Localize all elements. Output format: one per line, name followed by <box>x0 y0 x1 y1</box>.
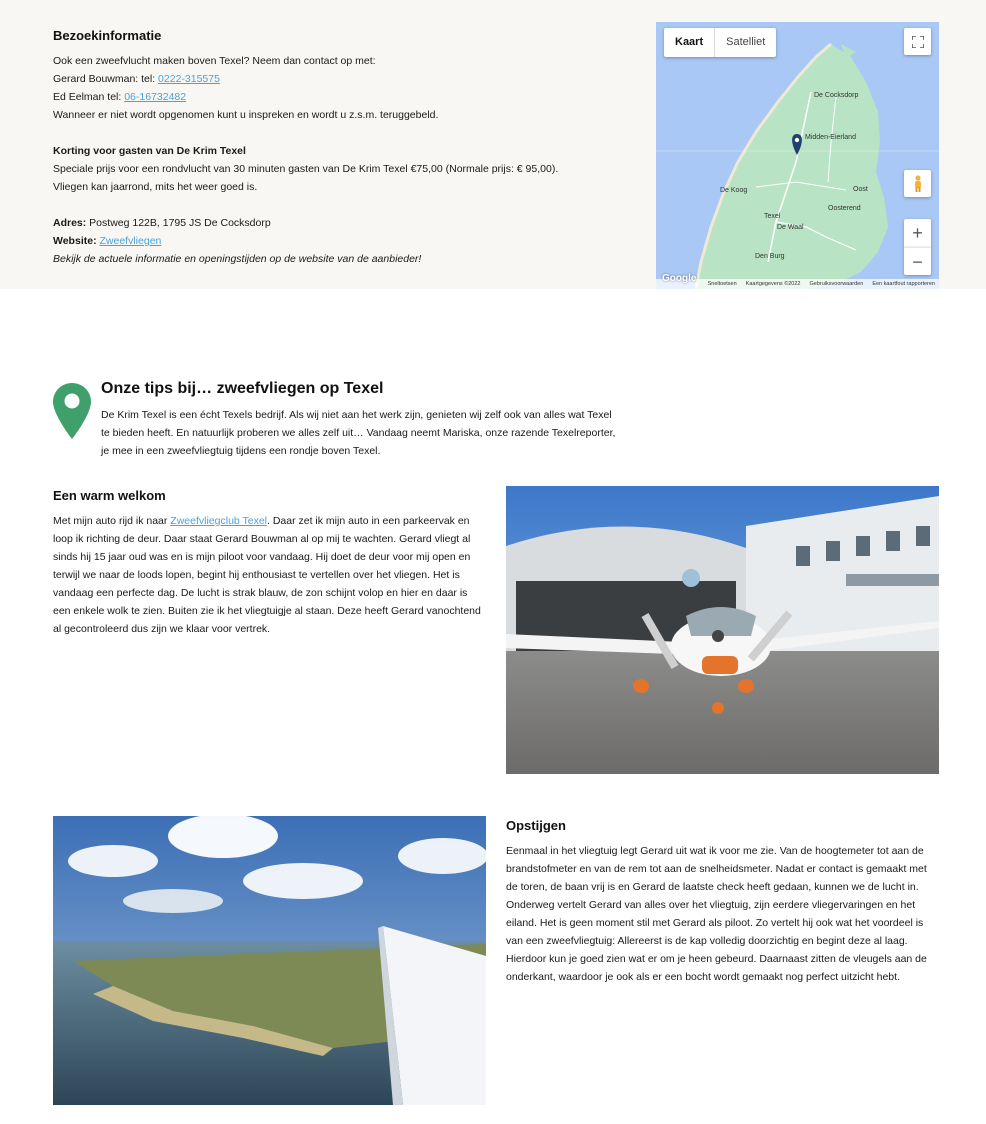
location-pin-icon <box>53 383 91 439</box>
map-place-label: De Waal <box>777 224 804 231</box>
tips-header <box>101 378 621 460</box>
zoom-in-button[interactable] <box>904 219 931 247</box>
map-place-label: Den Burg <box>755 253 785 260</box>
map-place-label: Oost <box>853 186 868 193</box>
minus-icon: − <box>912 251 923 272</box>
website-link[interactable]: Zweefvliegen <box>99 235 162 247</box>
contact-gerard-label: Gerard Bouwman: tel: <box>53 73 159 85</box>
glider-club-link[interactable]: Zweefvliegclub Texel <box>170 515 267 527</box>
pegman-icon <box>912 175 924 193</box>
map-footer-terms[interactable]: Gebruiksvoorwaarden <box>809 281 864 287</box>
callback-note: Wanneer er niet wordt opgenomen kunt u inspreken en wordt u z.s.m. teruggebeld. <box>53 109 439 121</box>
phone-link-ed[interactable]: 06-16732482 <box>124 91 187 103</box>
fullscreen-icon <box>912 36 924 48</box>
fullscreen-button[interactable] <box>904 28 931 55</box>
visit-info-title: Bezoekinformatie <box>53 28 162 43</box>
map-widget[interactable] <box>656 22 939 289</box>
plus-icon: + <box>912 223 923 243</box>
map-type-control <box>664 28 776 57</box>
takeoff-para-1: Eenmaal in het vliegtuig legt Gerard uit wat ik voor me zie. Van de hoogtemeter tot aan de brandstofmeter en van de rem tot aan de snelheidsmeter. Nadat er contact is gemaakt met de toren, de baan vrij is en Gerard de laatste check heeft gedaan, kunnen we de lucht in. <box>506 845 927 893</box>
glider-photo <box>506 486 939 774</box>
map-footer <box>656 279 939 289</box>
website-label: Website: <box>53 235 97 247</box>
website-line <box>53 232 633 250</box>
map-place-label: Midden-Eierland <box>805 134 856 141</box>
takeoff-para-2: Onderweg vertelt Gerard van alles over het vliegtuig, zijn eerdere vliegervaringen en het eiland. Het is geen moment stil met Gerard als piloot. Zo vertelt hij ook wat het voordeel is van een zweefvliegtuig: Allereerst is de kap volledig doorzichtig en begint deze al laag. Hierdoor kun je goed zien wat er om je heen gebeurd. Daarnaast zitten de vleugels aan de onderkant, waardoor je ook als er een bocht wordt gemaakt nog perfect uitzicht hebt. <box>506 899 927 983</box>
takeoff-title: Opstijgen <box>506 818 566 833</box>
aerial-photo <box>53 816 486 1105</box>
welcome-text: Met mijn auto rijd ik naar Zweefvliegclub Texel. Daar zet ik mijn auto in een parkeervak en loop ik richting de deur. Daar staat Gerard Bouwman al op mij te wachten. Gerard vliegt al sinds hij 15 jaar oud was en is mijn piloot voor vandaag. Hij doet de deur voor mij open en terwijl we naar de loods lopen, begint hij enthousiast te vertellen over het vliegen. Het is vandaag een perfecte dag. De lucht is strak blauw, de zon schijnt volop en hier en daar is een enkele wolk te zien. Buiten zie ik het vliegtuigje al staan. Deze heeft Gerard vanochtend al gecontroleerd dus zijn we klaar voor vertrek. <box>53 515 481 635</box>
welcome-section <box>53 486 483 638</box>
map-canvas[interactable] <box>656 22 939 289</box>
map-place-label: De Cocksdorp <box>814 92 859 99</box>
takeoff-section <box>506 816 939 986</box>
tips-intro: De Krim Texel is een écht Texels bedrijf. Als wij niet aan het werk zijn, genieten wij zelf ook van alles wat Texel te bieden heeft. En natuurlijk proberen we alles zelf uit… Vandaag neemt Mariska, onze razende Texelreporter, je mee in een zweefvliegtuig tijdens een rondje boven Texel. <box>101 409 616 457</box>
welcome-title: Een warm welkom <box>53 488 166 503</box>
contact-ed-label: Ed Eelman tel: <box>53 91 125 103</box>
address-label: Adres: <box>53 217 87 229</box>
zoom-out-button[interactable] <box>904 247 931 275</box>
map-footer-data: Kaartgegevens ©2022 <box>745 281 801 287</box>
visit-notice: Bekijk de actuele informatie en openingstijden op de website van de aanbieder! <box>53 253 422 265</box>
visit-info-text <box>53 26 633 268</box>
street-view-button[interactable] <box>904 170 931 197</box>
map-footer-shortcuts[interactable]: Sneltoetsen <box>707 281 737 287</box>
season-text: Vliegen kan jaarrond, mits het weer goed is. <box>53 181 258 193</box>
map-place-label: De Koog <box>720 187 748 194</box>
visit-info-section <box>0 0 986 289</box>
contact-gerard <box>53 70 633 88</box>
visit-intro: Ook een zweefvlucht maken boven Texel? Neem dan contact op met: <box>53 55 376 67</box>
address-line <box>53 214 633 232</box>
address-value: Postweg 122B, 1795 JS De Cocksdorp <box>86 217 271 229</box>
tips-title: Onze tips bij… zweefvliegen op Texel <box>101 380 384 397</box>
map-tab-satelliet[interactable]: Satelliet <box>726 36 766 48</box>
contact-ed <box>53 88 633 106</box>
map-place-label: Texel <box>764 213 781 220</box>
discount-text: Speciale prijs voor een rondvlucht van 30 minuten gasten van De Krim Texel €75,00 (Normale prijs: € 95,00). <box>53 163 559 175</box>
google-logo: Google <box>662 273 697 284</box>
map-place-label: Oosterend <box>828 205 861 212</box>
discount-title: Korting voor gasten van De Krim Texel <box>53 145 246 157</box>
phone-link-gerard[interactable]: 0222-315575 <box>158 73 220 85</box>
map-tab-kaart[interactable]: Kaart <box>664 28 715 57</box>
map-footer-report[interactable]: Een kaartfout rapporteren <box>872 281 935 287</box>
